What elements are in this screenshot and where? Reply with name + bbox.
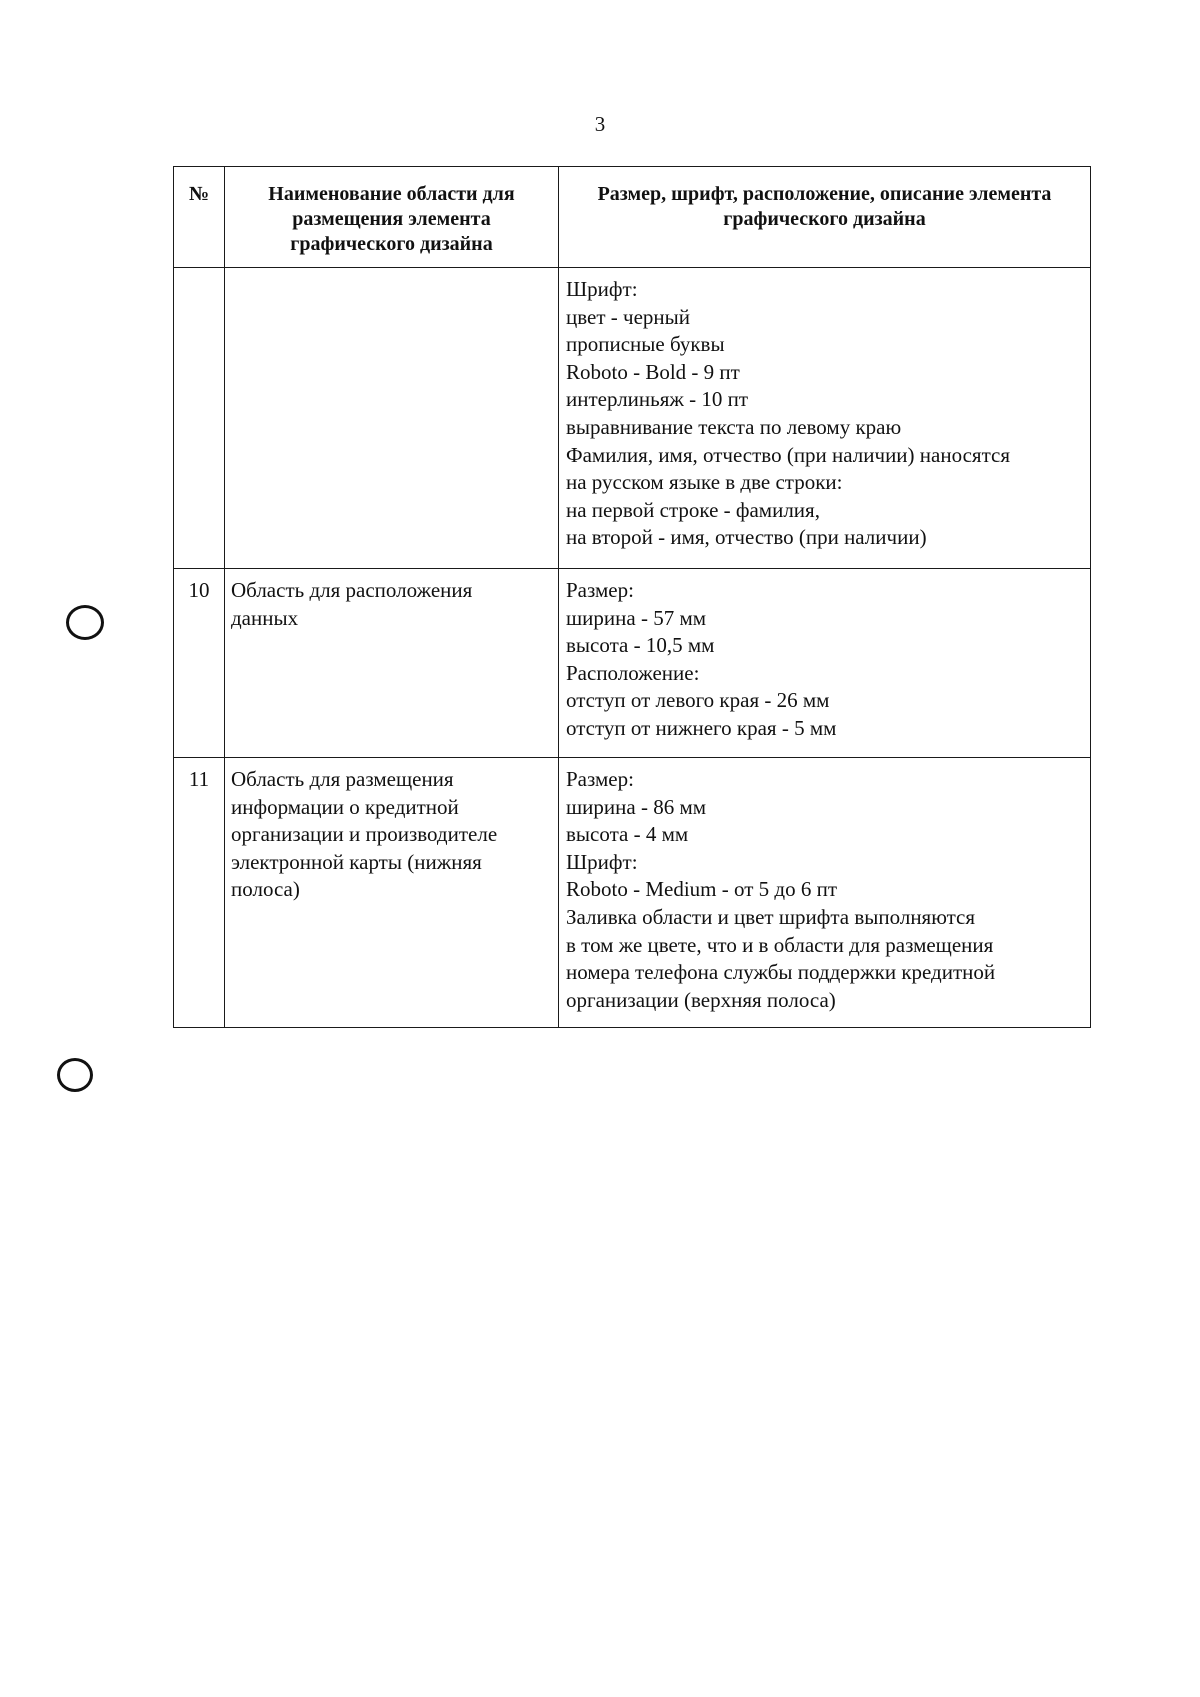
row-number [174,268,225,569]
description-line: отступ от нижнего края - 5 мм [566,715,837,740]
description-line: ширина - 57 мм [566,605,707,630]
description-line: интерлиньяж - 10 пт [566,387,749,412]
table-header-row [174,167,1091,268]
description-line: Шрифт: [566,849,638,874]
description-line: цвет - черный [566,304,690,329]
row-description [559,758,1091,1028]
area-name-line: информации о кредитной [231,794,459,819]
area-name-line: Область для размещения [231,767,454,791]
description-line: номера телефона службы поддержки кредитной [566,960,996,985]
description-line: Шрифт: [566,277,638,301]
description-line: Размер: [566,767,634,791]
row-description [559,268,1091,569]
header-description: Размер, шрифт, расположение, описание элемента графического дизайна [559,167,1091,268]
area-name-line: данных [231,605,299,630]
table-row [174,758,1091,1028]
description-line: на второй - имя, отчество (при наличии) [566,525,927,550]
row-area-name [225,569,559,758]
row-area-name [225,268,559,569]
row-number: 10 [174,569,225,758]
description-line: Расположение: [566,660,700,685]
description-line: высота - 10,5 мм [566,633,715,658]
description-line: высота - 4 мм [566,822,689,847]
header-number: № [174,167,225,268]
page-number: 3 [594,112,606,136]
area-name-line: электронной карты (нижняя [231,849,482,874]
row-area-name [225,758,559,1028]
description-line: на русском языке в две строки: [566,470,843,495]
description-line: Roboto - Medium - от 5 до 6 пт [566,877,837,902]
description-line: в том же цвете, что и в области для размещения [566,932,994,957]
description-line: Фамилия, имя, отчество (при наличии) наносятся [566,442,1011,467]
row-number: 11 [174,758,225,1028]
description-line: организации (верхняя полоса) [566,987,836,1012]
description-line: прописные буквы [566,332,725,357]
description-line: отступ от левого края - 26 мм [566,688,830,713]
description-line: на первой строке - фамилия, [566,497,820,522]
area-name-line: Область для расположения [231,578,473,602]
description-line: Roboto - Bold - 9 пт [566,359,740,384]
table-row [174,268,1091,569]
design-spec-table [173,166,1091,1028]
area-name-line: полоса) [231,877,300,902]
description-line: Заливка области и цвет шрифта выполняются [566,904,976,929]
header-area-name: Наименование области для размещения элемента графического дизайна [225,167,559,268]
punch-hole-mark [57,1058,93,1092]
description-line: выравнивание текста по левому краю [566,414,902,439]
punch-hole-mark [66,605,104,640]
row-description [559,569,1091,758]
table-row [174,569,1091,758]
description-line: Размер: [566,578,634,602]
area-name-line: организации и производителе [231,822,498,847]
description-line: ширина - 86 мм [566,794,707,819]
